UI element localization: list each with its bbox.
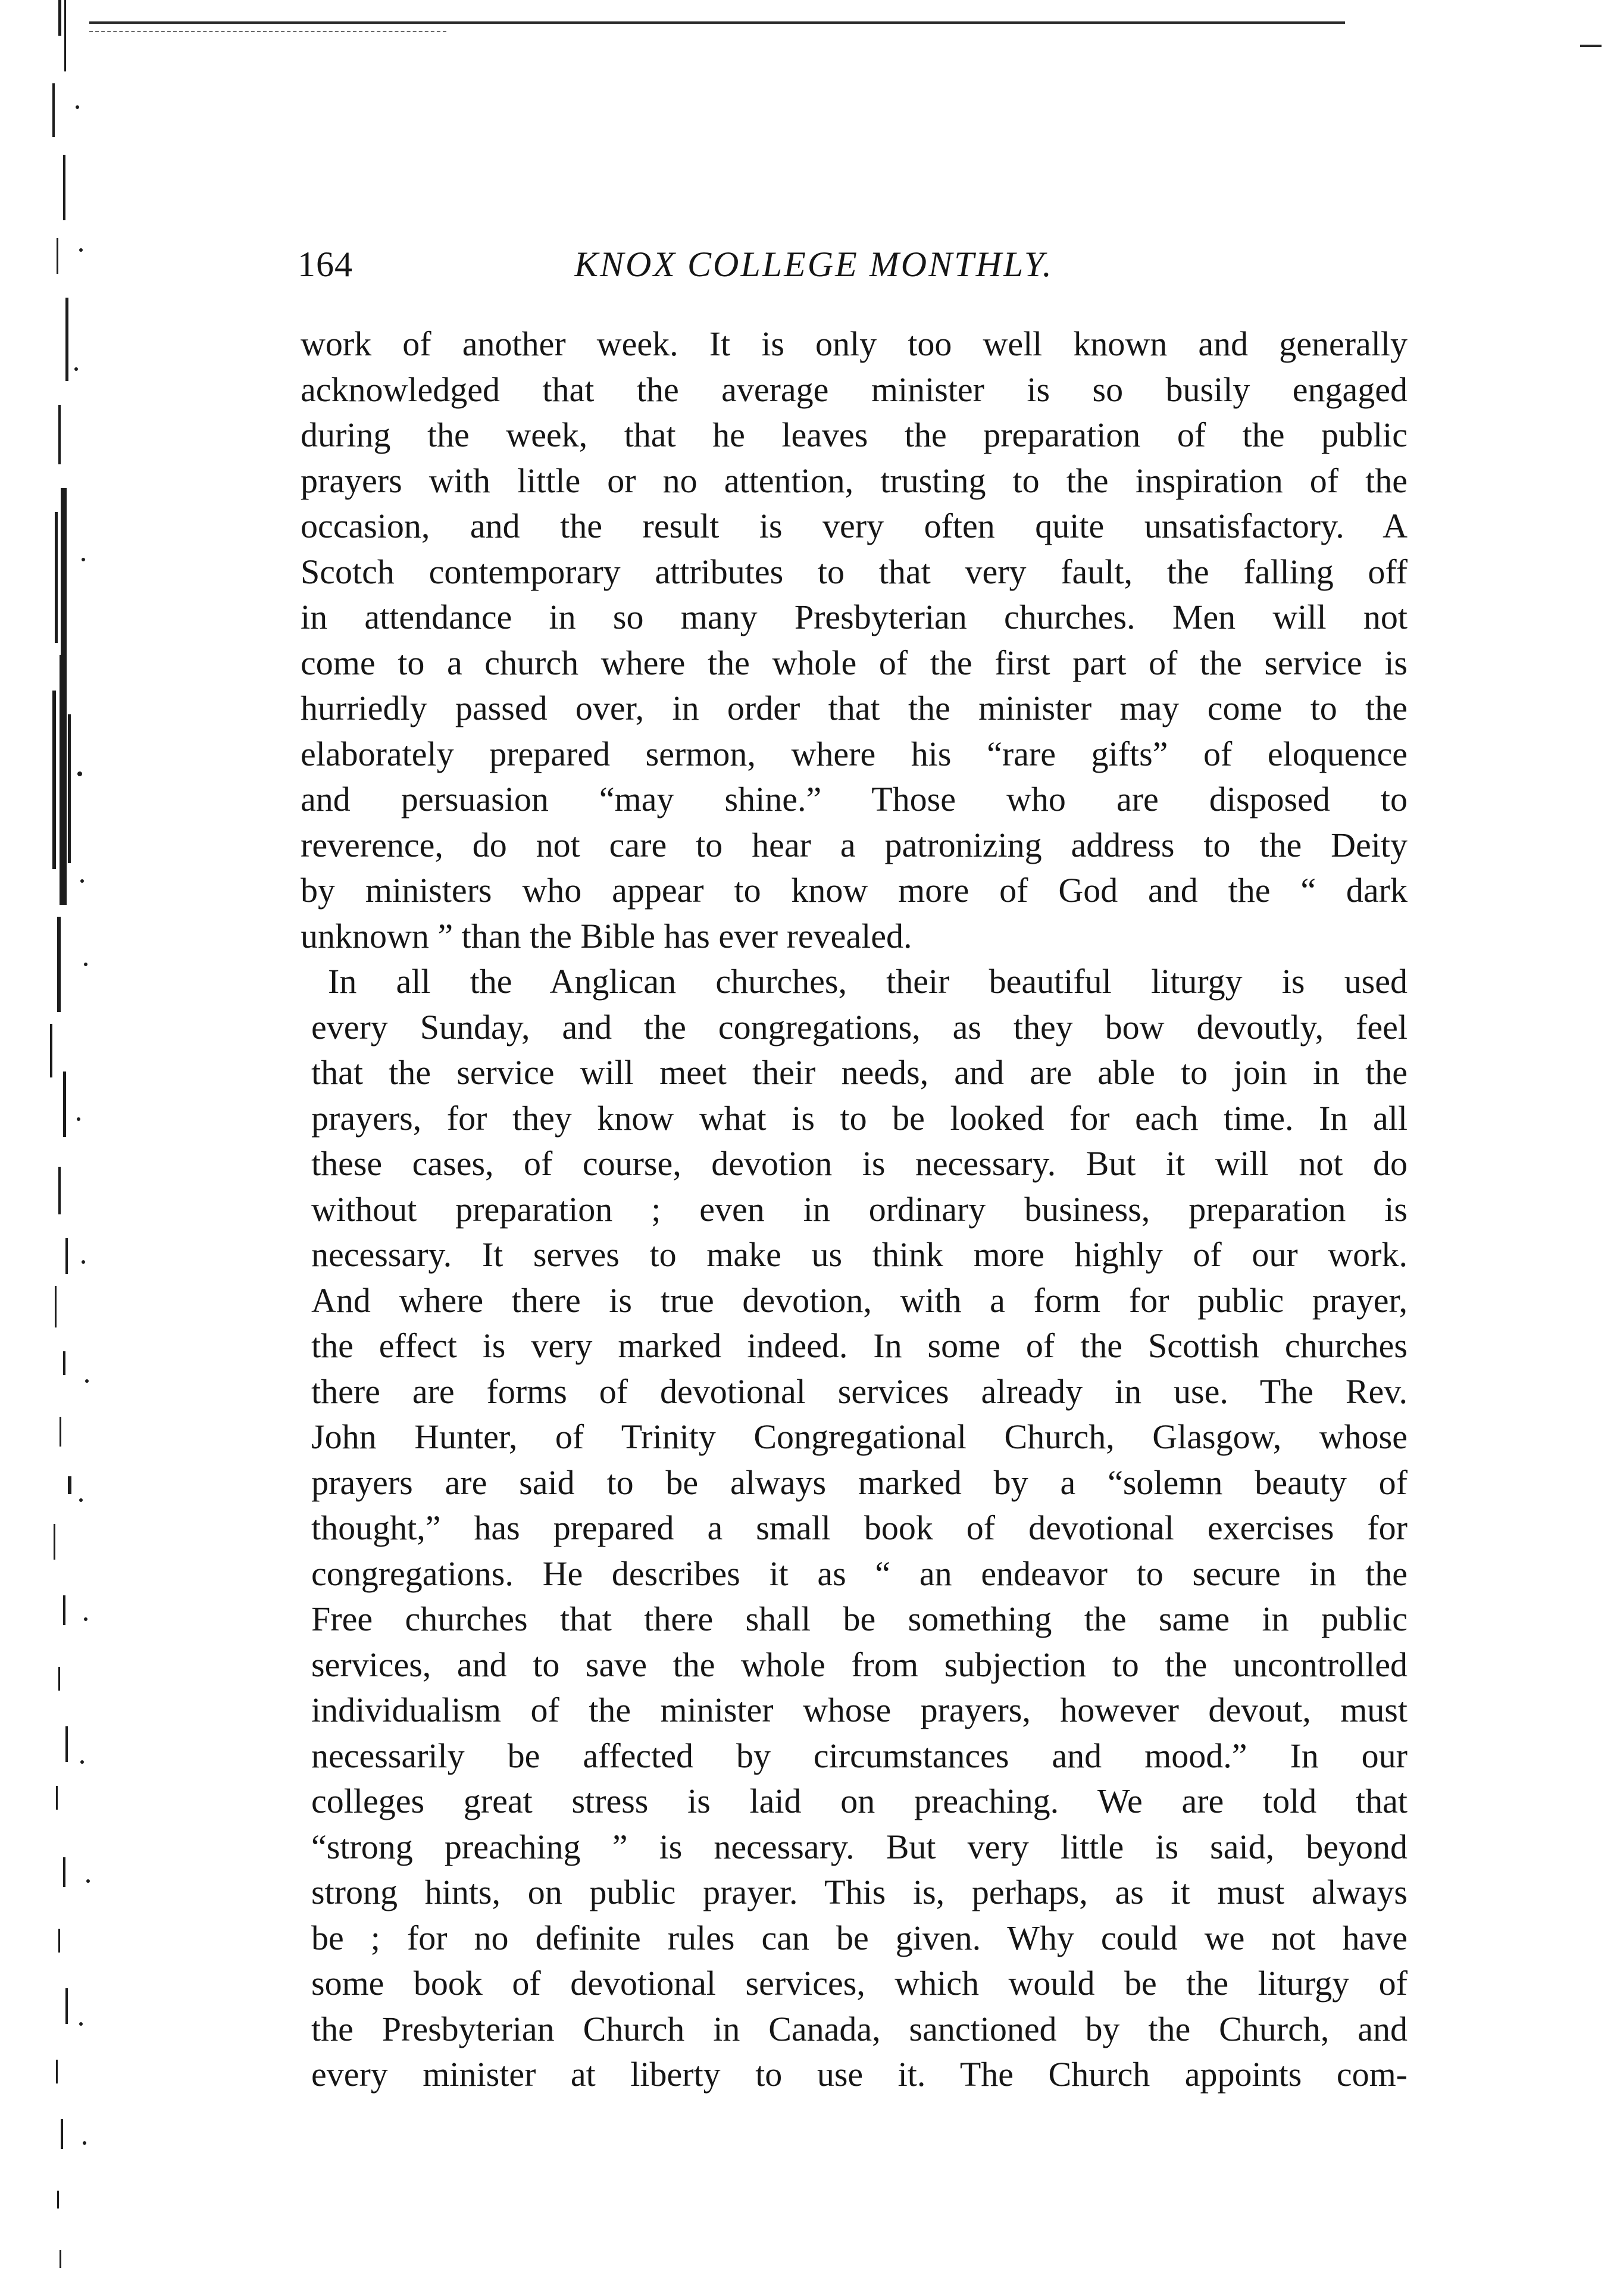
body-text <box>301 321 1408 2098</box>
text-line: and persuasion “may shine.” Those who are disposed to <box>301 780 1408 819</box>
text-line: prayers with little or no attention, trusting to the inspiration of the <box>301 461 1408 500</box>
text-line: the Presbyterian Church in Canada, sanctioned by the Church, and <box>311 2009 1408 2048</box>
text-line: necessarily be affected by circumstances and mood.” In our <box>311 1736 1408 1775</box>
text-line: strong hints, on public prayer. This is, perhaps, as it must always <box>311 1873 1408 1911</box>
journal-title: KNOX COLLEGE MONTHLY. <box>574 245 1053 284</box>
text-line: services, and to save the whole from subjection to the uncontrolled <box>311 1645 1408 1684</box>
text-line: And where there is true devotion, with a form for public prayer, <box>311 1280 1408 1320</box>
text-line: the effect is very marked indeed. In some of the Scottish churches <box>311 1326 1408 1365</box>
text-line: come to a church where the whole of the first part of the service is <box>301 643 1408 682</box>
text-line: work of another week. It is only too well known and generally <box>301 324 1408 363</box>
text-line: occasion, and the result is very often quite unsatisfactory. A <box>301 507 1408 545</box>
text-line: there are forms of devotional services already in use. The Rev. <box>311 1372 1408 1411</box>
text-line: “strong preaching ” is necessary. But very little is said, beyond <box>311 1827 1408 1866</box>
text-line: Scotch contemporary attributes to that very fault, the falling off <box>301 552 1408 591</box>
text-line: these cases, of course, devotion is necessary. But it will not do <box>311 1144 1408 1183</box>
text-line: in attendance in so many Presbyterian churches. Men will not <box>301 598 1408 636</box>
text-line: Free churches that there shall be something the same in public <box>311 1600 1408 1638</box>
text-line: be ; for no definite rules can be given. Why could we not have <box>311 1918 1408 1957</box>
text-line: by ministers who appear to know more of God and the “ dark <box>301 871 1408 910</box>
text-line: every Sunday, and the congregations, as they bow devoutly, feel <box>311 1007 1408 1047</box>
text-line: acknowledged that the average minister is so busily engaged <box>301 370 1408 409</box>
text-line: In all the Anglican churches, their beautiful liturgy is used <box>328 962 1408 1001</box>
text-line: some book of devotional services, which would be the liturgy of <box>311 1964 1408 2003</box>
top-rule <box>89 21 1345 24</box>
text-line: thought,” has prepared a small book of devotional exercises for <box>311 1508 1408 1547</box>
text-line: colleges great stress is laid on preaching. We are told that <box>311 1782 1408 1820</box>
text-line: during the week, that he leaves the preparation of the public <box>301 416 1408 454</box>
top-rule-secondary <box>89 31 446 32</box>
page-number: 164 <box>298 245 353 284</box>
text-line: congregations. He describes it as “ an endeavor to secure in the <box>311 1554 1408 1593</box>
text-line: individualism of the minister whose prayers, however devout, must <box>311 1691 1408 1729</box>
text-line: unknown ” than the Bible has ever revealed. <box>301 916 912 955</box>
margin-mark <box>1580 45 1602 47</box>
text-line: necessary. It serves to make us think more highly of our work. <box>311 1235 1408 1274</box>
text-line: prayers are said to be always marked by a “solemn beauty of <box>311 1463 1408 1502</box>
text-line: every minister at liberty to use it. The Church appoints com- <box>311 2055 1408 2094</box>
text-line: hurriedly passed over, in order that the minister may come to the <box>301 689 1408 727</box>
text-line: without preparation ; even in ordinary business, preparation is <box>311 1189 1408 1229</box>
text-line: elaborately prepared sermon, where his “rare gifts” of eloquence <box>301 734 1408 773</box>
running-head <box>298 244 1428 292</box>
text-line: John Hunter, of Trinity Congregational Church, Glasgow, whose <box>311 1417 1408 1456</box>
text-line: that the service will meet their needs, and are able to join in the <box>311 1053 1408 1092</box>
text-line: reverence, do not care to hear a patronizing address to the Deity <box>301 825 1408 864</box>
binding-edge-artifacts <box>24 0 113 2296</box>
text-line: prayers, for they know what is to be looked for each time. In all <box>311 1098 1408 1138</box>
